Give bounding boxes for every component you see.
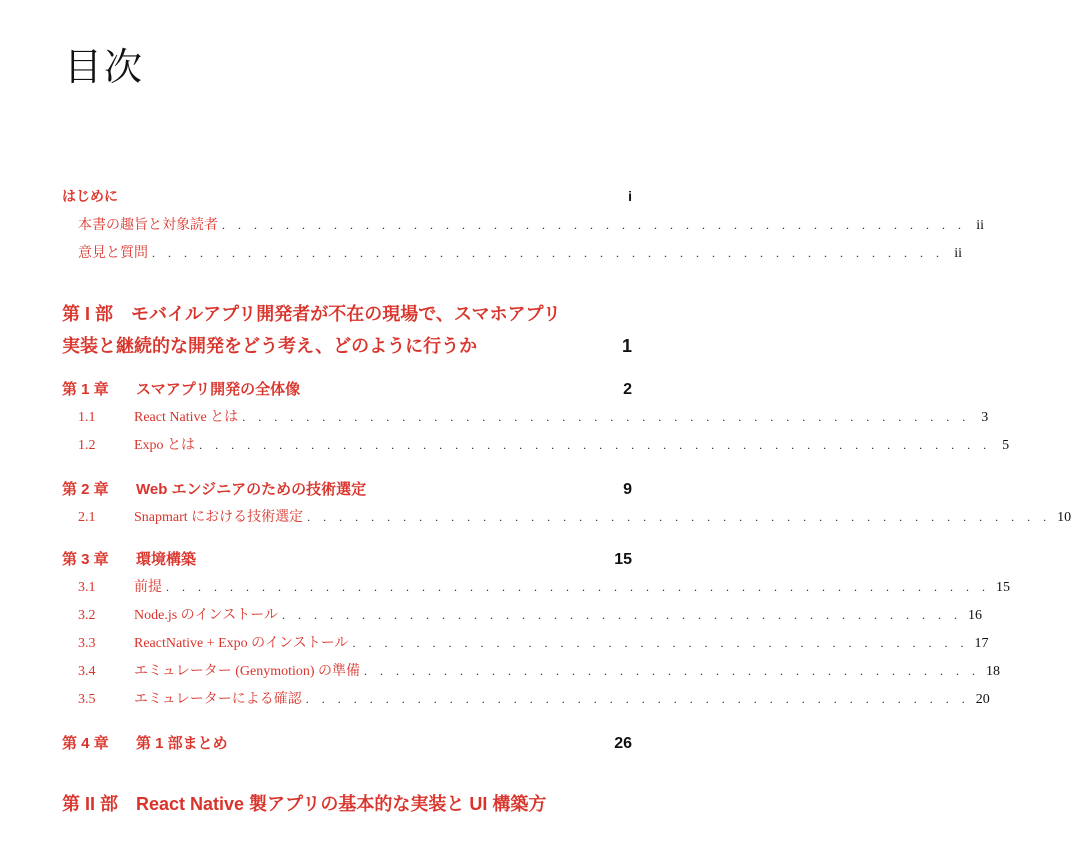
section-title: 前提 — [134, 580, 162, 595]
toc-entry-section[interactable] — [78, 632, 989, 652]
chapter-title: 環境構築 — [136, 551, 197, 568]
page-number: 5 — [1002, 438, 1010, 453]
toc-entry-chapter[interactable] — [62, 548, 632, 569]
toc-entry-section[interactable] — [78, 660, 1001, 680]
section-number: 3.1 — [78, 580, 96, 595]
page-number: ii — [976, 218, 984, 233]
leader-dots: . . . . . . . . . . . . . . . . . . . . . . . . . . . . . . . . . . . . . . . . . . . . . . . — [222, 218, 966, 232]
page-number: i — [628, 188, 632, 204]
leader-dots: . . . . . . . . . . . . . . . . . . . . . . . . . . . . . . . . . . . . . . . — [364, 664, 981, 678]
chapter-number: 第 1 章 — [62, 381, 109, 398]
page-number: 9 — [623, 481, 632, 498]
toc-entry-section[interactable] — [78, 434, 1010, 454]
section-title: React Native とは — [134, 410, 239, 425]
section-number: 1.1 — [78, 410, 96, 425]
chapter-title: Web エンジニアのための技術選定 — [136, 481, 367, 498]
chapter-title: 第 1 部まとめ — [136, 735, 228, 752]
toc-entry-label — [62, 478, 366, 499]
chapter-number: 第 3 章 — [62, 551, 109, 568]
chapter-number: 第 4 章 — [62, 735, 109, 752]
section-title: Snapmart における技術選定 — [134, 510, 304, 525]
toc-entry-chapter[interactable] — [62, 732, 632, 753]
leader-dots: . . . . . . . . . . . . . . . . . . . . . . . . . . . . . . . . . . . . . . . . . . . . . . — [242, 410, 971, 424]
toc-entry-section[interactable] — [78, 506, 1071, 526]
toc-entry-label — [78, 604, 278, 624]
toc-entry-chapter[interactable] — [62, 478, 632, 499]
toc-entry-label: 意見と質問 — [78, 246, 148, 261]
toc-entry-part[interactable] — [62, 298, 632, 362]
section-title: ReactNative + Expo のインストール — [134, 636, 349, 651]
page-number: 18 — [986, 664, 1001, 679]
toc-entry-label — [78, 632, 348, 652]
leader-dots: . . . . . . . . . . . . . . . . . . . . . . . . . . . . . . . . . . . . . . . . . . . — [281, 608, 962, 622]
toc-entry-label — [62, 732, 228, 753]
leader-dots: . . . . . . . . . . . . . . . . . . . . . . . . . . . . . . . . . . . . . . . . . . — [305, 692, 970, 706]
section-title: Node.js のインストール — [134, 608, 278, 623]
leader-dots: . . . . . . . . . . . . . . . . . . . . . . . . . . . . . . . . . . . . . . . . . . . . . . . — [307, 510, 1052, 524]
toc-entry-front[interactable] — [62, 186, 632, 206]
leader-dots: . . . . . . . . . . . . . . . . . . . . . . . . . . . . . . . . . . . . . . . . . . . . . . . . . . — [152, 246, 944, 260]
section-number: 3.2 — [78, 608, 96, 623]
leader-dots: . . . . . . . . . . . . . . . . . . . . . . . . . . . . . . . . . . . . . . . — [352, 636, 969, 650]
part-title-line: 第 I 部 モバイルアプリ開発者が不在の現場で、スマホアプリ — [62, 304, 561, 324]
section-number: 3.3 — [78, 636, 96, 651]
section-title: エミュレーター (Genymotion) の準備 — [134, 664, 361, 679]
page-number: 26 — [614, 735, 632, 752]
toc-entry-label — [78, 434, 195, 454]
page-number: 20 — [975, 692, 990, 707]
page-number: ii — [954, 246, 962, 261]
toc-entry-label — [78, 576, 162, 596]
page-number: 3 — [981, 410, 989, 425]
page-title: 目次 — [64, 47, 145, 89]
section-title: Expo とは — [134, 438, 196, 453]
page-number: 16 — [967, 608, 982, 623]
part-title-line: 実装と継続的な開発をどう考え、どのように行うか — [62, 336, 478, 356]
toc-entry-section[interactable] — [78, 604, 982, 624]
page-number: 2 — [623, 381, 632, 398]
toc-entry-label — [78, 506, 303, 526]
toc-entry-label: 本書の趣旨と対象読者 — [78, 218, 218, 233]
chapter-title: スマアプリ開発の全体像 — [136, 381, 301, 398]
page-number: 15 — [614, 551, 632, 568]
part-title-line: 第 II 部 React Native 製アプリの基本的な実装と UI 構築方 — [62, 794, 547, 814]
page-number: 1 — [621, 336, 632, 356]
toc-entry-label — [78, 688, 302, 708]
section-number: 3.5 — [78, 692, 96, 707]
page-number: 15 — [996, 580, 1010, 595]
toc-entry-label — [62, 378, 300, 399]
toc-entry-part[interactable] — [62, 788, 632, 820]
section-number: 3.4 — [78, 664, 96, 679]
toc-entry-section[interactable] — [78, 688, 990, 708]
chapter-number: 第 2 章 — [62, 481, 109, 498]
toc-entry-section[interactable] — [78, 214, 984, 234]
page-number: 17 — [974, 636, 989, 651]
page-number: 10 — [1057, 510, 1071, 525]
toc-entry-label — [62, 548, 196, 569]
leader-dots: . . . . . . . . . . . . . . . . . . . . . . . . . . . . . . . . . . . . . . . . . . . . . . . . . . — [199, 438, 992, 452]
toc-entry-label — [78, 406, 238, 426]
toc-entry-section[interactable] — [78, 242, 962, 262]
toc-entry-chapter[interactable] — [62, 378, 632, 399]
toc-entry-section[interactable] — [78, 576, 1010, 596]
toc-entry-label: はじめに — [62, 188, 118, 204]
leader-dots: . . . . . . . . . . . . . . . . . . . . . . . . . . . . . . . . . . . . . . . . . . . . . . . . . . . . — [166, 580, 990, 594]
section-title: エミュレーターによる確認 — [134, 692, 302, 707]
toc-entry-section[interactable] — [78, 406, 989, 426]
toc-entry-label — [78, 660, 360, 680]
section-number: 2.1 — [78, 510, 96, 525]
section-number: 1.2 — [78, 438, 96, 453]
